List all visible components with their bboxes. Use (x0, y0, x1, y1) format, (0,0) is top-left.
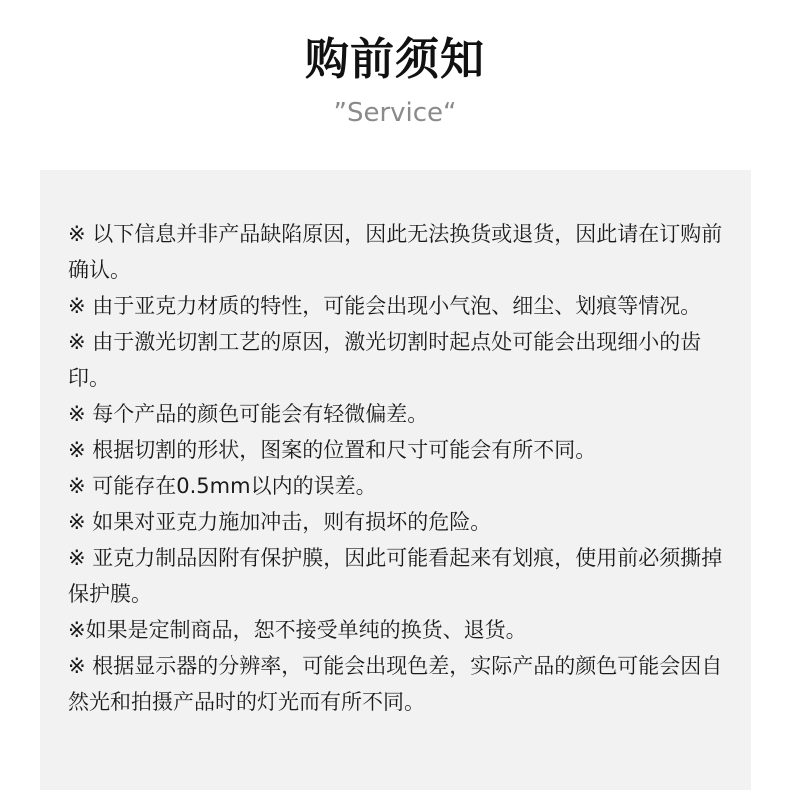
notice-panel (40, 170, 751, 790)
notice-item: ※ 根据显示器的分辨率，可能会出现色差，实际产品的颜色可能会因自然光和拍摄产品时的灯光而有所不同。 (68, 654, 723, 714)
notice-item: ※ 亚克力制品因附有保护膜，因此可能看起来有划痕，使用前必须撕掉保护膜。 (68, 546, 723, 606)
notice-item: ※ 可能存在0.5mm以内的误差。 (68, 474, 377, 498)
notice-item: ※ 以下信息并非产品缺陷原因，因此无法换货或退货，因此请在订购前确认。 (68, 222, 723, 282)
notice-list (68, 216, 738, 720)
notice-item: ※ 如果对亚克力施加冲击，则有损坏的危险。 (68, 510, 492, 534)
notice-item: ※ 根据切割的形状，图案的位置和尺寸可能会有所不同。 (68, 438, 597, 462)
notice-item: ※ 每个产品的颜色可能会有轻微偏差。 (68, 402, 429, 426)
page-subtitle: ”Service“ (333, 98, 457, 128)
page-title: 购前须知 (305, 34, 485, 85)
notice-item: ※如果是定制商品，恕不接受单纯的换货、退货。 (68, 618, 527, 642)
notice-item: ※ 由于激光切割工艺的原因，激光切割时起点处可能会出现细小的齿印。 (68, 330, 702, 390)
notice-item: ※ 由于亚克力材质的特性，可能会出现小气泡、细尘、划痕等情况。 (68, 294, 702, 318)
